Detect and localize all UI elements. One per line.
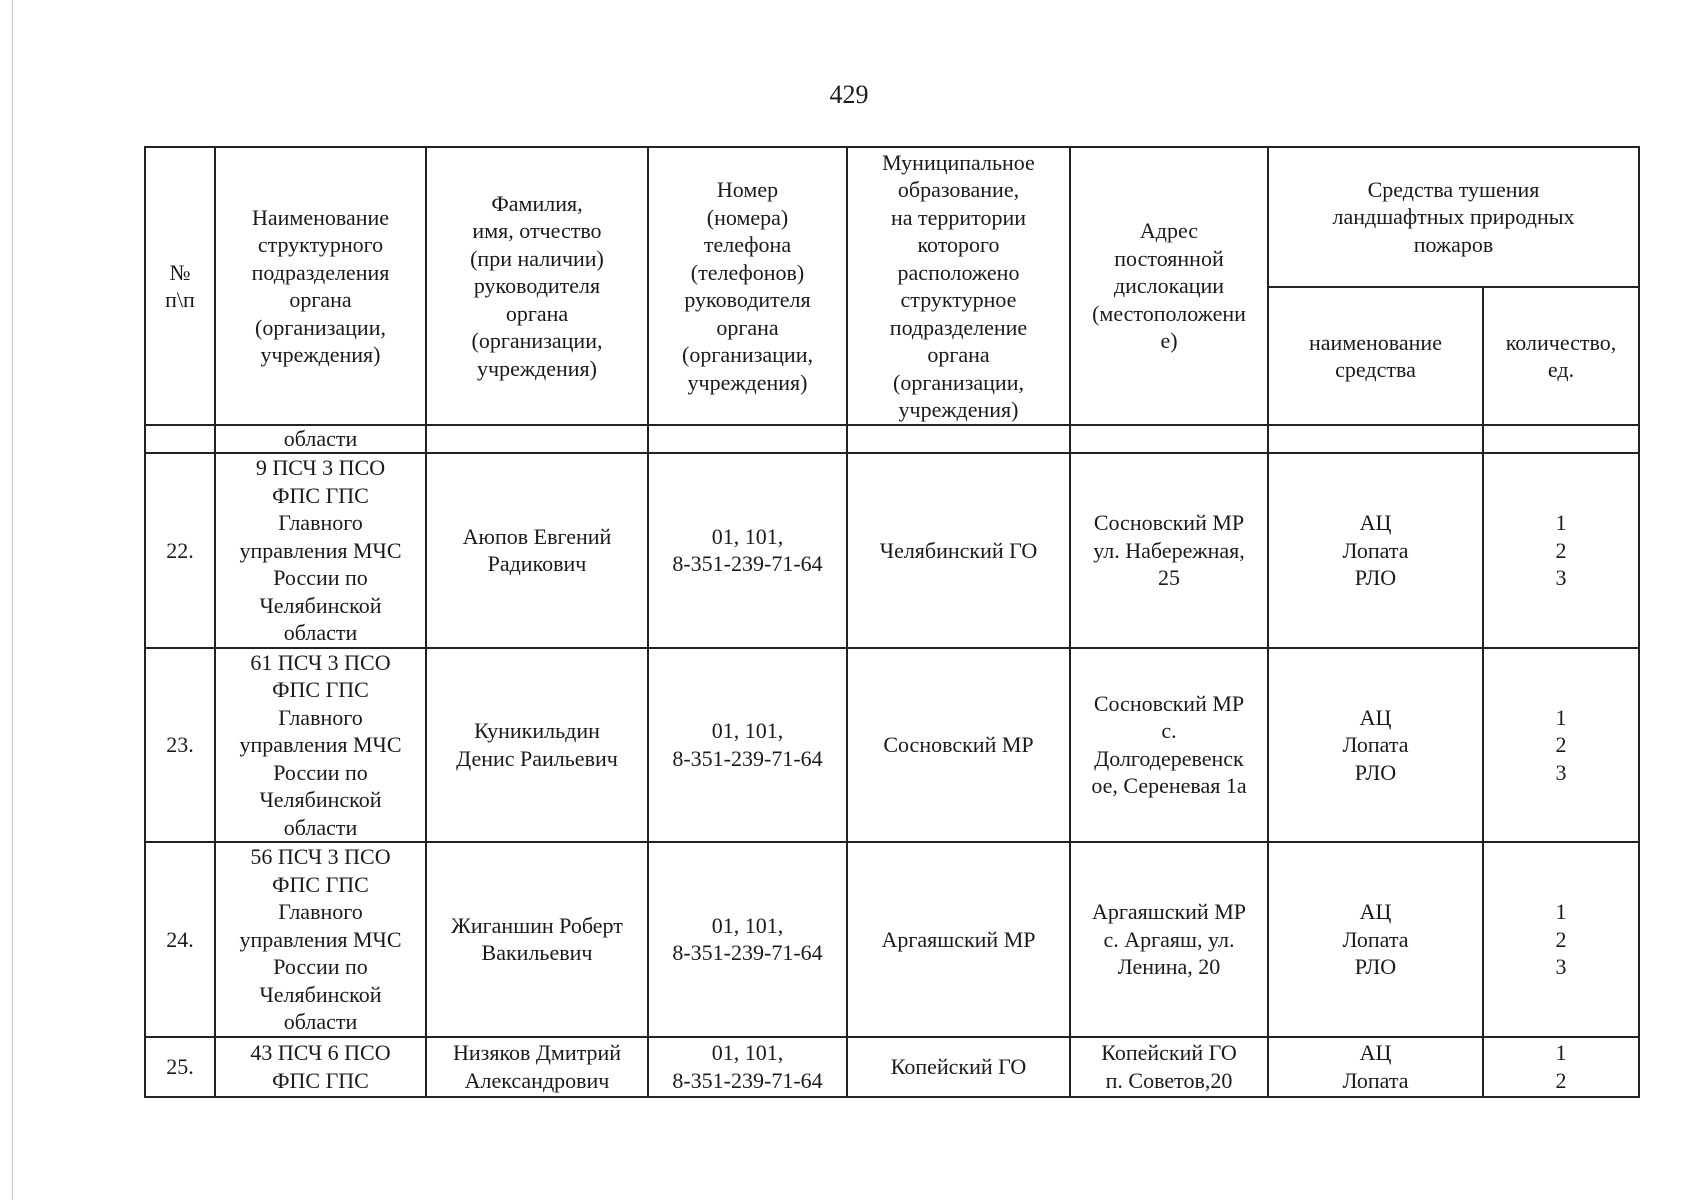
cell-line: подразделение [889,314,1028,340]
continuation-head [426,425,648,453]
cell-line: органа [716,314,779,340]
continuation-unit: области [215,425,426,453]
cell-line: управления МЧС [239,537,402,563]
cell-line: (при наличии) [470,245,604,271]
cell-line: Сосновский МР [1093,510,1245,535]
cell-line: структурного [257,232,384,257]
cell-line: ое, Сереневая 1а [1091,773,1247,799]
cell-line: наименование [1309,329,1442,355]
cell-line: Лопата [1342,1067,1409,1093]
page-number: 429 [829,80,869,109]
cell-line: образование, [897,177,1020,202]
cell-line: Фамилия, [491,190,583,216]
row-municipality [847,842,1070,1037]
cell-line: Денис Раильевич [456,745,618,771]
cell-line: Куникильдин [474,718,600,744]
cell-line: (телефонов) [690,259,805,285]
cell-line: Лопата [1342,537,1409,563]
table-row [145,648,1639,843]
cell-line: ФПС ГПС [272,1067,369,1093]
table-row [145,842,1639,1037]
cell-line: 8-351-239-71-64 [672,745,823,771]
row-head [426,453,648,648]
row-address [1070,453,1268,648]
cell-line: (местоположени [1092,300,1246,326]
cell-line: 2 [1555,926,1567,952]
cell-line: 8-351-239-71-64 [672,551,823,577]
cell-line: Копейский ГО [890,1053,1027,1079]
continuation-qty [1483,425,1639,453]
row-unit [215,648,426,843]
cell-line: Лопата [1342,926,1409,952]
cell-line: постоянной [1114,245,1224,271]
cell-line: телефона [703,232,792,257]
cell-line: (организации, [255,314,386,340]
cell-line: Сосновский МР [883,732,1034,757]
continuation-row [145,425,1639,453]
cell-line: 01, 101, [711,1039,784,1065]
cell-line: (организации, [682,342,813,367]
cell-line: 3 [1555,565,1567,590]
header-address [1070,147,1268,425]
cell-line: 2 [1555,732,1567,757]
cell-line: имя, отчество [472,218,602,244]
cell-line: Адрес [1139,218,1199,244]
cell-line: органа [505,300,569,326]
cell-line: учреждения) [260,342,381,367]
cell-line: 3 [1555,759,1567,785]
continuation-address [1070,425,1268,453]
cell-line: с. [1161,718,1177,744]
cell-line: ФПС ГПС [272,871,369,897]
cell-line: Главного [278,899,363,924]
cell-line: Челябинской [259,981,382,1007]
cell-line: е) [1160,328,1178,354]
row-phone [648,648,847,843]
row-means [1268,648,1483,843]
row-phone [648,1037,847,1097]
scan-edge-line [12,0,13,1200]
cell-line: (номера) [706,204,789,230]
cell-line: Аргаяшский МР [881,926,1036,952]
row-means [1268,453,1483,648]
cell-line: России по [273,759,368,785]
row-head [426,648,648,843]
table-row [145,1037,1639,1097]
table-row [145,453,1639,648]
header-phone [648,147,847,425]
cell-line: Вакильевич [481,940,593,966]
cell-line: 2 [1555,537,1567,563]
cell-line: управления МЧС [239,926,402,952]
cell-line: Номер [716,177,779,202]
row-unit [215,1037,426,1097]
cell-line: 1 [1555,1039,1567,1065]
cell-line: 01, 101, [711,523,784,549]
cell-line: ед. [1547,357,1575,382]
row-num: 22. [145,453,215,648]
cell-line: Жиганшин Роберт [451,912,623,938]
cell-line: учреждения) [687,369,808,395]
cell-line: АЦ [1359,1039,1392,1065]
row-municipality [847,648,1070,843]
cell-line: на территории [890,204,1027,230]
cell-line: управления МЧС [239,732,402,757]
continuation-municipality [847,425,1070,453]
cell-line: ландшафтных природных [1332,204,1575,230]
row-municipality [847,1037,1070,1097]
cell-line: области [283,1009,358,1034]
cell-line: 3 [1555,954,1567,979]
row-phone [648,453,847,648]
cell-line: ФПС ГПС [272,482,369,508]
row-qty [1483,648,1639,843]
cell-line: РЛО [1354,954,1397,979]
cell-line: ФПС ГПС [272,677,369,702]
row-qty [1483,842,1639,1037]
cell-line: РЛО [1354,565,1397,590]
cell-line: АЦ [1359,510,1392,535]
cell-line: дислокации [1113,273,1225,299]
cell-line: 8-351-239-71-64 [672,1067,823,1093]
cell-line: Ленина, 20 [1117,954,1221,979]
cell-line: № [169,259,191,285]
row-num: 23. [145,648,215,843]
cell-line: области [283,814,358,840]
cell-line: Копейский ГО [1101,1039,1237,1065]
cell-line: Аргаяшский МР [1091,899,1247,924]
cell-line: Сосновский МР [1093,690,1245,716]
cell-line: подразделения [251,259,390,285]
row-head [426,1037,648,1097]
row-address [1070,648,1268,843]
cell-line: Долгодеревенск [1094,745,1244,771]
cell-line: количество, [1505,329,1617,355]
cell-line: РЛО [1354,759,1397,785]
continuation-means [1268,425,1483,453]
row-qty [1483,1037,1639,1097]
cell-line: с. Аргаяш, ул. [1103,926,1235,952]
cell-line: руководителя [684,287,811,312]
cell-line: Главного [278,510,363,535]
cell-line: Аюпов Евгений [462,523,612,549]
header-head-name [426,147,648,425]
cell-line: АЦ [1359,704,1392,730]
cell-line: Низяков Дмитрий [452,1039,622,1065]
cell-line: 56 ПСЧ 3 ПСО [250,844,391,869]
row-qty [1483,453,1639,648]
cell-line: ул. Набережная, [1093,537,1245,563]
cell-line: Челябинской [259,592,382,618]
header-unit-name [215,147,426,425]
cell-line: органа [289,287,352,312]
cell-line: Радикович [487,551,587,577]
row-means [1268,1037,1483,1097]
cell-line: которого [917,232,1000,257]
cell-line: России по [273,954,368,979]
cell-line: учреждения) [898,397,1019,422]
cell-line: 61 ПСЧ 3 ПСО [250,649,391,675]
cell-line: расположено [897,259,1020,285]
header-row-top [145,147,1639,287]
cell-line: Наименование [251,204,390,230]
row-phone [648,842,847,1037]
row-means [1268,842,1483,1037]
row-address [1070,842,1268,1037]
cell-line: Челябинский ГО [879,537,1038,563]
cell-line: (организации, [471,328,603,354]
cell-line: учреждения) [477,355,597,381]
cell-line: России по [273,565,368,590]
continuation-phone [648,425,847,453]
header-num [145,147,215,425]
cell-line: 1 [1555,899,1567,924]
cell-line: органа [927,342,990,367]
cell-line: Главного [278,704,363,730]
cell-line: Лопата [1342,732,1409,757]
cell-line: области [283,620,358,645]
row-unit [215,842,426,1037]
cell-line: 8-351-239-71-64 [672,940,823,966]
cell-line: руководителя [473,273,601,299]
cell-line: Александрович [464,1067,610,1093]
header-municipality [847,147,1070,425]
cell-line: (организации, [893,369,1024,395]
cell-line: Муниципальное [882,149,1035,175]
header-means-name [1268,287,1483,425]
row-address [1070,1037,1268,1097]
row-num: 24. [145,842,215,1037]
cell-line: 1 [1555,510,1567,535]
cell-line: АЦ [1359,899,1392,924]
cell-line: 01, 101, [711,718,784,744]
cell-line: Средства тушения [1367,176,1540,202]
cell-line: пожаров [1413,231,1494,257]
row-num: 25. [145,1037,215,1097]
cell-line: 9 ПСЧ 3 ПСО [255,455,386,480]
cell-line: п\п [165,287,195,312]
header-means-group [1268,147,1639,287]
cell-line: структурное [900,287,1017,312]
continuation-num [145,425,215,453]
cell-line: средства [1335,357,1416,382]
row-head [426,842,648,1037]
cell-line: Челябинской [259,787,382,812]
fire-units-table [144,146,1640,1098]
cell-line: 1 [1555,704,1567,730]
cell-line: 25 [1158,565,1180,590]
cell-line: п. Советов,20 [1105,1067,1233,1093]
row-municipality [847,453,1070,648]
cell-line: 43 ПСЧ 6 ПСО [250,1039,391,1065]
cell-line: 2 [1555,1067,1567,1093]
row-unit [215,453,426,648]
cell-line: 01, 101, [711,912,784,938]
header-means-qty [1483,287,1639,425]
